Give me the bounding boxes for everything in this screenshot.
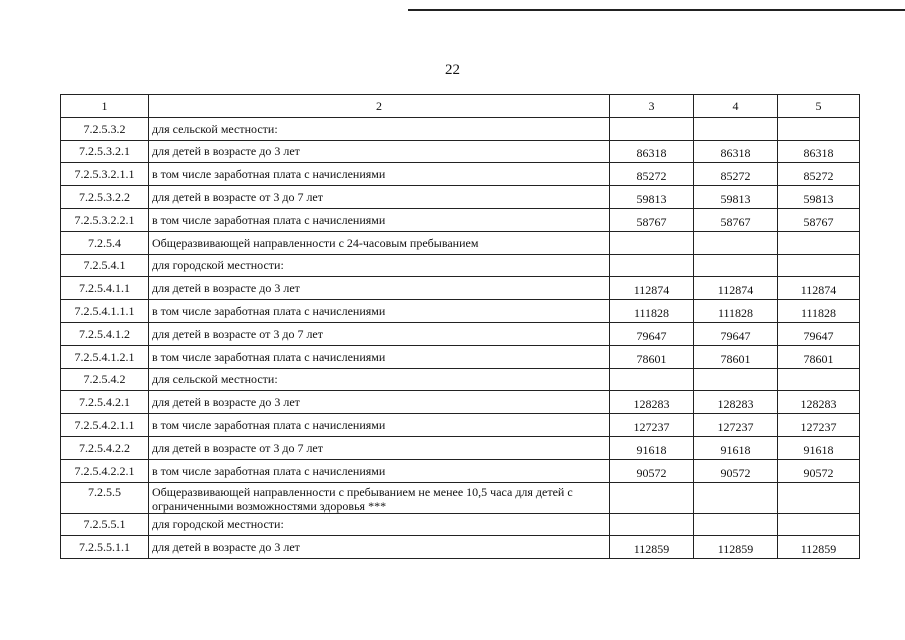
row-value-col5 [778, 231, 860, 254]
row-value-col3 [610, 254, 694, 277]
row-value-col3: 128283 [610, 391, 694, 414]
row-name: в том числе заработная плата с начислениями [149, 208, 610, 231]
row-value-col4: 86318 [694, 140, 778, 163]
table-row [61, 536, 860, 559]
row-value-col4: 128283 [694, 391, 778, 414]
row-code: 7.2.5.3.2.2 [61, 186, 149, 209]
top-rule [408, 9, 905, 11]
row-name: для детей в возрасте до 3 лет [149, 391, 610, 414]
table-row [61, 254, 860, 277]
row-value-col3: 91618 [610, 436, 694, 459]
row-value-col3: 78601 [610, 345, 694, 368]
row-value-col3: 58767 [610, 208, 694, 231]
table-row [61, 231, 860, 254]
row-value-col5: 90572 [778, 459, 860, 482]
tariff-table [60, 94, 860, 559]
row-value-col5 [778, 254, 860, 277]
row-value-col3: 111828 [610, 300, 694, 323]
row-code: 7.2.5.4.2.2 [61, 436, 149, 459]
row-name: для детей в возрасте от 3 до 7 лет [149, 322, 610, 345]
row-name: для детей в возрасте от 3 до 7 лет [149, 186, 610, 209]
table-row [61, 186, 860, 209]
row-value-col5: 128283 [778, 391, 860, 414]
row-name: для детей в возрасте от 3 до 7 лет [149, 436, 610, 459]
row-value-col3 [610, 231, 694, 254]
table-row [61, 163, 860, 186]
row-value-col4: 90572 [694, 459, 778, 482]
row-value-col4: 112874 [694, 277, 778, 300]
row-value-col3: 86318 [610, 140, 694, 163]
row-code: 7.2.5.4.1.2.1 [61, 345, 149, 368]
row-value-col4: 91618 [694, 436, 778, 459]
row-code: 7.2.5.3.2.1.1 [61, 163, 149, 186]
row-name: для городской местности: [149, 513, 610, 536]
row-value-col3: 127237 [610, 414, 694, 437]
row-value-col3: 59813 [610, 186, 694, 209]
row-name: в том числе заработная плата с начислениями [149, 459, 610, 482]
row-code: 7.2.5.4.1 [61, 254, 149, 277]
row-value-col5: 111828 [778, 300, 860, 323]
column-header: 5 [778, 95, 860, 118]
row-value-col5: 58767 [778, 208, 860, 231]
row-code: 7.2.5.5.1 [61, 513, 149, 536]
row-code: 7.2.5.3.2 [61, 117, 149, 140]
row-value-col4: 112859 [694, 536, 778, 559]
row-name: в том числе заработная плата с начислениями [149, 414, 610, 437]
row-code: 7.2.5.4 [61, 231, 149, 254]
column-header: 1 [61, 95, 149, 118]
row-name: для сельской местности: [149, 368, 610, 391]
table-row [61, 117, 860, 140]
row-value-col4 [694, 117, 778, 140]
row-value-col4 [694, 254, 778, 277]
row-value-col5: 85272 [778, 163, 860, 186]
table-row [61, 368, 860, 391]
row-value-col5: 59813 [778, 186, 860, 209]
row-value-col4: 59813 [694, 186, 778, 209]
column-header: 4 [694, 95, 778, 118]
row-name: в том числе заработная плата с начислениями [149, 300, 610, 323]
row-value-col5 [778, 117, 860, 140]
row-value-col4: 58767 [694, 208, 778, 231]
row-value-col5: 91618 [778, 436, 860, 459]
page-number: 22 [445, 62, 460, 78]
row-value-col3: 79647 [610, 322, 694, 345]
row-value-col5: 127237 [778, 414, 860, 437]
table-row [61, 345, 860, 368]
row-code: 7.2.5.3.2.2.1 [61, 208, 149, 231]
row-code: 7.2.5.5.1.1 [61, 536, 149, 559]
row-code: 7.2.5.4.2.2.1 [61, 459, 149, 482]
row-value-col5: 79647 [778, 322, 860, 345]
row-value-col4: 79647 [694, 322, 778, 345]
row-code: 7.2.5.5 [61, 482, 149, 513]
row-value-col4 [694, 368, 778, 391]
row-value-col3 [610, 482, 694, 513]
row-name: в том числе заработная плата с начислениями [149, 345, 610, 368]
row-value-col4: 111828 [694, 300, 778, 323]
row-name: Общеразвивающей направленности с пребыванием не менее 10,5 часа для детей с ограниченными возможностями здоровья *** [149, 482, 610, 513]
table-row [61, 436, 860, 459]
row-value-col3: 85272 [610, 163, 694, 186]
row-name: для детей в возрасте до 3 лет [149, 140, 610, 163]
row-value-col4: 85272 [694, 163, 778, 186]
row-value-col3: 112859 [610, 536, 694, 559]
table-row [61, 414, 860, 437]
row-value-col5 [778, 513, 860, 536]
table-row [61, 391, 860, 414]
row-value-col5: 78601 [778, 345, 860, 368]
row-value-col5 [778, 368, 860, 391]
row-code: 7.2.5.4.1.2 [61, 322, 149, 345]
row-name: для сельской местности: [149, 117, 610, 140]
row-name: для городской местности: [149, 254, 610, 277]
row-value-col5: 112859 [778, 536, 860, 559]
row-name: для детей в возрасте до 3 лет [149, 536, 610, 559]
table-row [61, 300, 860, 323]
row-value-col4 [694, 231, 778, 254]
row-name: для детей в возрасте до 3 лет [149, 277, 610, 300]
table-row [61, 482, 860, 513]
row-value-col4 [694, 513, 778, 536]
row-value-col3 [610, 513, 694, 536]
table-row [61, 140, 860, 163]
table-row [61, 208, 860, 231]
row-code: 7.2.5.4.2 [61, 368, 149, 391]
table-row [61, 513, 860, 536]
row-value-col5: 112874 [778, 277, 860, 300]
row-value-col3 [610, 368, 694, 391]
row-code: 7.2.5.4.1.1 [61, 277, 149, 300]
row-code: 7.2.5.4.2.1.1 [61, 414, 149, 437]
row-name: в том числе заработная плата с начислениями [149, 163, 610, 186]
row-value-col4 [694, 482, 778, 513]
column-header: 2 [149, 95, 610, 118]
table-header-row [61, 95, 860, 118]
column-header: 3 [610, 95, 694, 118]
row-code: 7.2.5.3.2.1 [61, 140, 149, 163]
row-value-col4: 78601 [694, 345, 778, 368]
row-value-col3 [610, 117, 694, 140]
row-value-col3: 112874 [610, 277, 694, 300]
row-code: 7.2.5.4.2.1 [61, 391, 149, 414]
row-value-col3: 90572 [610, 459, 694, 482]
table-row [61, 322, 860, 345]
row-value-col4: 127237 [694, 414, 778, 437]
row-value-col5 [778, 482, 860, 513]
table-body [61, 117, 860, 558]
row-code: 7.2.5.4.1.1.1 [61, 300, 149, 323]
row-value-col5: 86318 [778, 140, 860, 163]
row-name: Общеразвивающей направленности с 24-часовым пребыванием [149, 231, 610, 254]
table-row [61, 459, 860, 482]
table-row [61, 277, 860, 300]
